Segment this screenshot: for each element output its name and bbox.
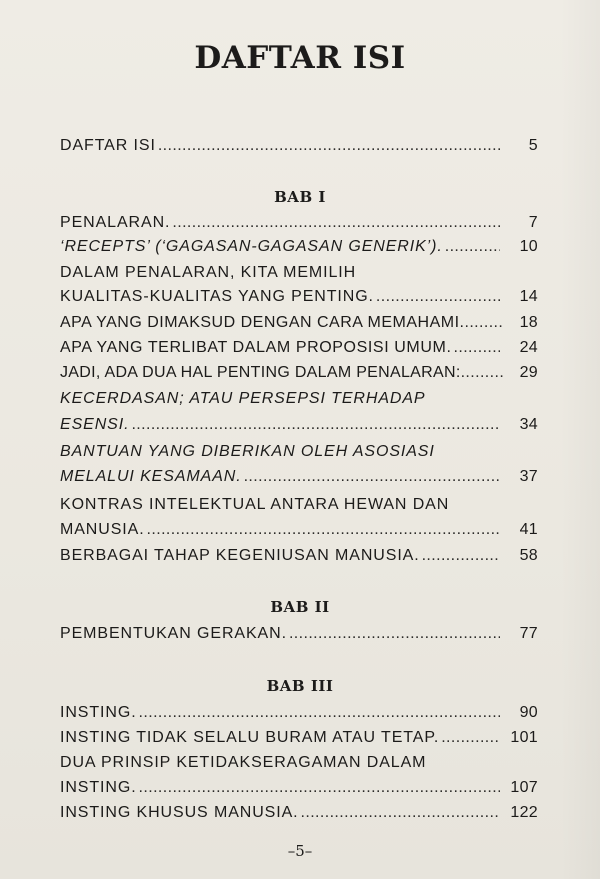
- toc-entry-page: 10: [519, 238, 538, 255]
- toc-entry-text: BANTUAN YANG DIBERIKAN OLEH ASOSIASI: [60, 443, 435, 460]
- dot-leader: [301, 801, 500, 824]
- toc-entry-line[interactable]: [60, 261, 538, 284]
- dot-leader: [422, 544, 500, 567]
- toc-entry[interactable]: [60, 211, 538, 234]
- dot-leader: [172, 211, 500, 234]
- chapter-heading-bab-1: BAB I: [274, 188, 326, 206]
- toc-entry[interactable]: [60, 311, 538, 334]
- toc-entry-page: 58: [519, 547, 538, 564]
- dot-leader: [139, 701, 500, 724]
- toc-entry-text: MELALUI KESAMAAN.: [60, 468, 242, 485]
- toc-entry-line[interactable]: [60, 440, 538, 463]
- toc-entry-page: 77: [519, 625, 538, 642]
- toc-entry[interactable]: [60, 518, 538, 541]
- dot-leader: [244, 465, 500, 488]
- toc-entry-text: JADI, ADA DUA HAL PENTING DALAM PENALARAN:: [60, 364, 461, 381]
- toc-entry-page: 7: [528, 214, 538, 231]
- dot-leader: [289, 622, 500, 645]
- toc-entry-text: MANUSIA.: [60, 521, 145, 538]
- toc-entry-line[interactable]: [60, 493, 538, 516]
- toc-entry-text: KECERDASAN; ATAU PERSEPSI TERHADAP: [60, 390, 426, 407]
- toc-entry-text: INSTING.: [60, 704, 137, 721]
- toc-entry-text: ‘RECEPTS’ (‘GAGASAN-GAGASAN GENERIK’).: [60, 238, 443, 255]
- toc-entry[interactable]: [60, 801, 538, 824]
- toc-entry-page: 5: [528, 137, 538, 154]
- chapter-heading-bab-3: BAB III: [266, 677, 334, 695]
- toc-entry-page: 18: [519, 314, 538, 331]
- toc-entry-text: PEMBENTUKAN GERAKAN.: [60, 625, 287, 642]
- dot-leader: [131, 413, 500, 436]
- toc-entry-line[interactable]: [60, 751, 538, 774]
- toc-entry-text: APA YANG DIMAKSUD DENGAN CARA MEMAHAMI.: [60, 314, 465, 331]
- toc-entry-text: ESENSI.: [60, 416, 130, 433]
- toc-entry[interactable]: [60, 622, 538, 645]
- dot-leader: [441, 726, 500, 749]
- toc-entry-daftar-isi[interactable]: [60, 134, 538, 157]
- toc-entry-text: APA YANG TERLIBAT DALAM PROPOSISI UMUM.: [60, 339, 452, 356]
- dot-leader: [158, 134, 500, 157]
- page-edge-shadow: [560, 0, 600, 879]
- dot-leader: [464, 311, 504, 334]
- toc-entry[interactable]: [60, 544, 538, 567]
- toc-entry-page: 90: [519, 704, 538, 721]
- toc-entry-page: 24: [519, 339, 538, 356]
- toc-entry-page: 101: [510, 729, 538, 746]
- chapter-heading-bab-2: BAB II: [270, 598, 330, 616]
- toc-entry-text: BERBAGAI TAHAP KEGENIUSAN MANUSIA.: [60, 547, 420, 564]
- dot-leader: [139, 776, 500, 799]
- dot-leader: [454, 336, 501, 359]
- toc-entry-text: KUALITAS-KUALITAS YANG PENTING.: [60, 288, 374, 305]
- toc-entry-text: INSTING.: [60, 779, 137, 796]
- toc-entry[interactable]: [60, 361, 538, 384]
- toc-entry-page: 122: [510, 804, 538, 821]
- toc-entry-text: PENALARAN.: [60, 214, 171, 231]
- dot-leader: [461, 361, 504, 384]
- page-number: –5–: [287, 842, 313, 860]
- toc-entry-text: KONTRAS INTELEKTUAL ANTARA HEWAN DAN: [60, 496, 450, 513]
- toc-entry[interactable]: [60, 413, 538, 436]
- toc-entry-page: 34: [519, 416, 538, 433]
- toc-entry[interactable]: [60, 465, 538, 488]
- toc-entry[interactable]: [60, 235, 538, 258]
- toc-entry-line[interactable]: [60, 387, 538, 410]
- toc-entry-page: 14: [519, 288, 538, 305]
- page-title: DAFTAR ISI: [194, 40, 406, 76]
- toc-entry-text: DALAM PENALARAN, KITA MEMILIH: [60, 264, 357, 281]
- toc-entry[interactable]: [60, 336, 538, 359]
- toc-entry[interactable]: [60, 776, 538, 799]
- toc-entry-text: INSTING KHUSUS MANUSIA.: [60, 804, 299, 821]
- dot-leader: [147, 518, 500, 541]
- toc-entry-page: 41: [519, 521, 538, 538]
- toc-entry-text: DUA PRINSIP KETIDAKSERAGAMAN DALAM: [60, 754, 427, 771]
- dot-leader: [445, 235, 500, 258]
- dot-leader: [376, 285, 500, 308]
- toc-entry[interactable]: [60, 701, 538, 724]
- toc-entry-page: 29: [519, 364, 538, 381]
- toc-entry[interactable]: [60, 726, 538, 749]
- toc-entry-text: DAFTAR ISI: [60, 137, 156, 154]
- toc-entry[interactable]: [60, 285, 538, 308]
- toc-entry-text: INSTING TIDAK SELALU BURAM ATAU TETAP.: [60, 729, 440, 746]
- toc-entry-page: 37: [519, 468, 538, 485]
- toc-entry-page: 107: [510, 779, 538, 796]
